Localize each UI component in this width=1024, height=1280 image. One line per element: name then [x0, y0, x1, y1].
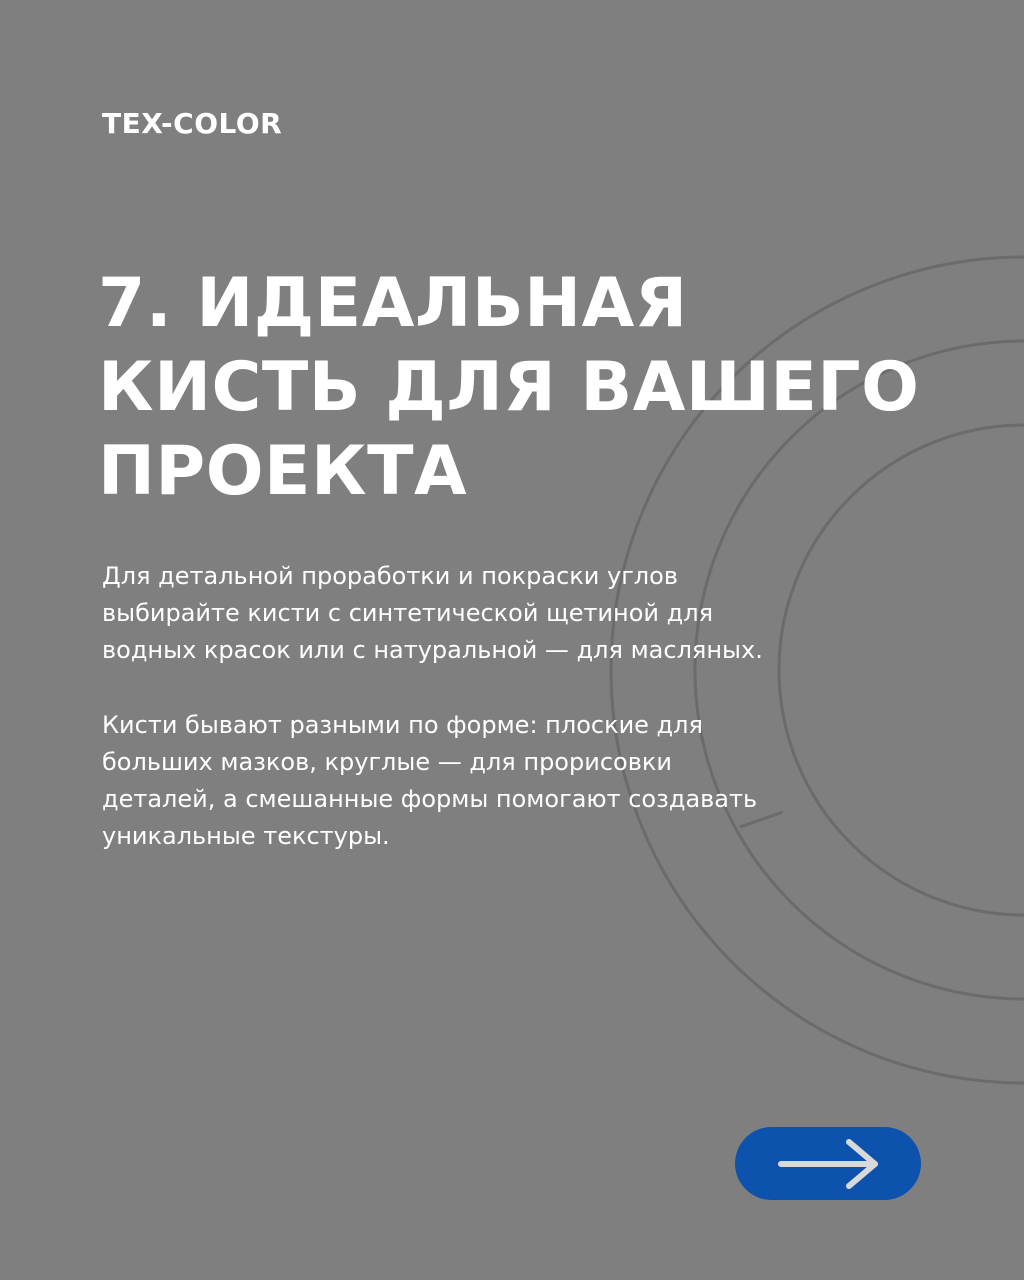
title-line: ПРОЕКТА — [98, 432, 468, 511]
text-line: больших мазков, круглые — для прорисовки — [102, 748, 672, 776]
paragraph-brush-shapes — [102, 707, 822, 855]
text-line: Кисти бывают разными по форме: плоские для — [102, 711, 703, 739]
text-line: водных красок или с натуральной — для масляных. — [102, 636, 763, 664]
text-line: выбирайте кисти с синтетической щетиной для — [102, 599, 714, 627]
text-line: деталей, а смешанные формы помогают создавать — [102, 785, 758, 813]
brand-logo: TEX-COLOR — [102, 107, 283, 140]
next-button[interactable] — [735, 1127, 921, 1200]
page-title — [98, 262, 958, 514]
title-line: 7. ИДЕАЛЬНАЯ — [98, 264, 688, 343]
text-line: Для детальной проработки и покраски углов — [102, 562, 678, 590]
paragraph-brush-bristles — [102, 558, 822, 669]
arrow-right-icon — [735, 1127, 921, 1200]
title-line: КИСТЬ ДЛЯ ВАШЕГО — [98, 348, 920, 427]
text-line: уникальные текстуры. — [102, 822, 390, 850]
